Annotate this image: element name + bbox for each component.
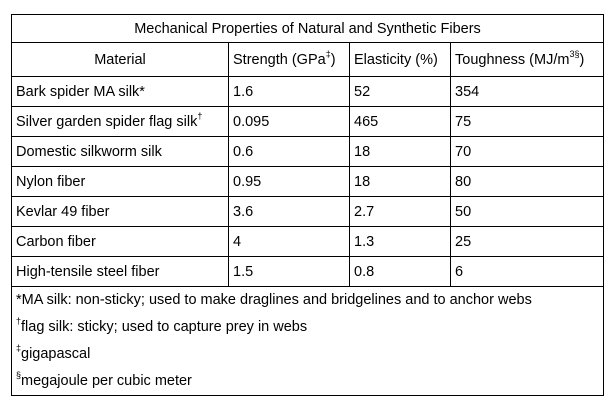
cell-toughness: 25 xyxy=(451,227,604,257)
header-elasticity-label: Elasticity (%) xyxy=(354,51,438,68)
footnote-text: flag silk: sticky; used to capture prey in webs xyxy=(21,319,308,335)
footnote xyxy=(16,368,599,395)
cell-elasticity: 465 xyxy=(350,107,451,137)
cell-material xyxy=(12,197,229,227)
table-row xyxy=(12,107,604,137)
header-material-label: Material xyxy=(94,51,146,68)
cell-strength: 0.95 xyxy=(229,167,350,197)
cell-material xyxy=(12,227,229,257)
cell-strength: 0.095 xyxy=(229,107,350,137)
cell-material xyxy=(12,167,229,197)
cell-toughness: 75 xyxy=(451,107,604,137)
cell-material xyxy=(12,107,229,137)
footnote-text: gigapascal xyxy=(21,346,91,362)
cell-toughness: 50 xyxy=(451,197,604,227)
cell-material xyxy=(12,77,229,107)
footnote xyxy=(16,341,599,368)
material-name: High-tensile steel fiber xyxy=(16,263,160,280)
header-toughness xyxy=(451,43,604,77)
table-title: Mechanical Properties of Natural and Synthetic Fibers xyxy=(12,15,604,43)
material-name: Silver garden spider flag silk xyxy=(16,113,198,130)
fibers-table xyxy=(11,14,604,396)
cell-toughness: 80 xyxy=(451,167,604,197)
material-name: Nylon fiber xyxy=(16,173,86,190)
cell-strength: 0.6 xyxy=(229,137,350,167)
cell-elasticity: 52 xyxy=(350,77,451,107)
header-toughness-label: Toughness (MJ/m xyxy=(455,51,570,68)
footnote-text: *MA silk: non-sticky; used to make draglines and bridgelines and to anchor webs xyxy=(16,292,532,308)
header-strength-footnote-mark: ‡ xyxy=(325,48,331,59)
table-header-row xyxy=(12,43,604,77)
cell-material xyxy=(12,257,229,287)
cell-strength: 1.5 xyxy=(229,257,350,287)
table-footnotes xyxy=(12,287,604,396)
cell-toughness: 70 xyxy=(451,137,604,167)
material-name: Kevlar 49 fiber xyxy=(16,203,110,220)
cell-elasticity: 2.7 xyxy=(350,197,451,227)
header-strength-close: ) xyxy=(330,51,336,68)
header-elasticity xyxy=(350,43,451,77)
header-material xyxy=(12,43,229,77)
material-name: Domestic silkworm silk xyxy=(16,143,162,160)
footnote xyxy=(16,287,599,314)
material-footnote-mark: † xyxy=(197,110,203,121)
cell-elasticity: 18 xyxy=(350,167,451,197)
cell-toughness: 354 xyxy=(451,77,604,107)
footnote-mark: ‡ xyxy=(16,343,22,354)
cell-elasticity: 1.3 xyxy=(350,227,451,257)
cell-strength: 1.6 xyxy=(229,77,350,107)
table-footnotes-row xyxy=(12,287,604,396)
footnote-mark: † xyxy=(16,316,22,327)
header-toughness-footnote-mark: 3§ xyxy=(569,48,580,59)
cell-material xyxy=(12,137,229,167)
cell-strength: 3.6 xyxy=(229,197,350,227)
table-row xyxy=(12,77,604,107)
footnote xyxy=(16,314,599,341)
table-row xyxy=(12,197,604,227)
material-name: Bark spider MA silk* xyxy=(16,83,145,100)
cell-toughness: 6 xyxy=(451,257,604,287)
header-strength-label: Strength (GPa xyxy=(233,51,326,68)
cell-strength: 4 xyxy=(229,227,350,257)
table-row xyxy=(12,227,604,257)
table-row xyxy=(12,167,604,197)
footnote-mark: § xyxy=(16,370,22,381)
cell-elasticity: 0.8 xyxy=(350,257,451,287)
table-row xyxy=(12,137,604,167)
header-strength xyxy=(229,43,350,77)
material-name: Carbon fiber xyxy=(16,233,96,250)
header-toughness-close: ) xyxy=(579,51,585,68)
table-title-row xyxy=(12,15,604,43)
footnote-text: megajoule per cubic meter xyxy=(21,373,192,389)
fibers-table-container xyxy=(11,14,603,396)
cell-elasticity: 18 xyxy=(350,137,451,167)
table-row xyxy=(12,257,604,287)
